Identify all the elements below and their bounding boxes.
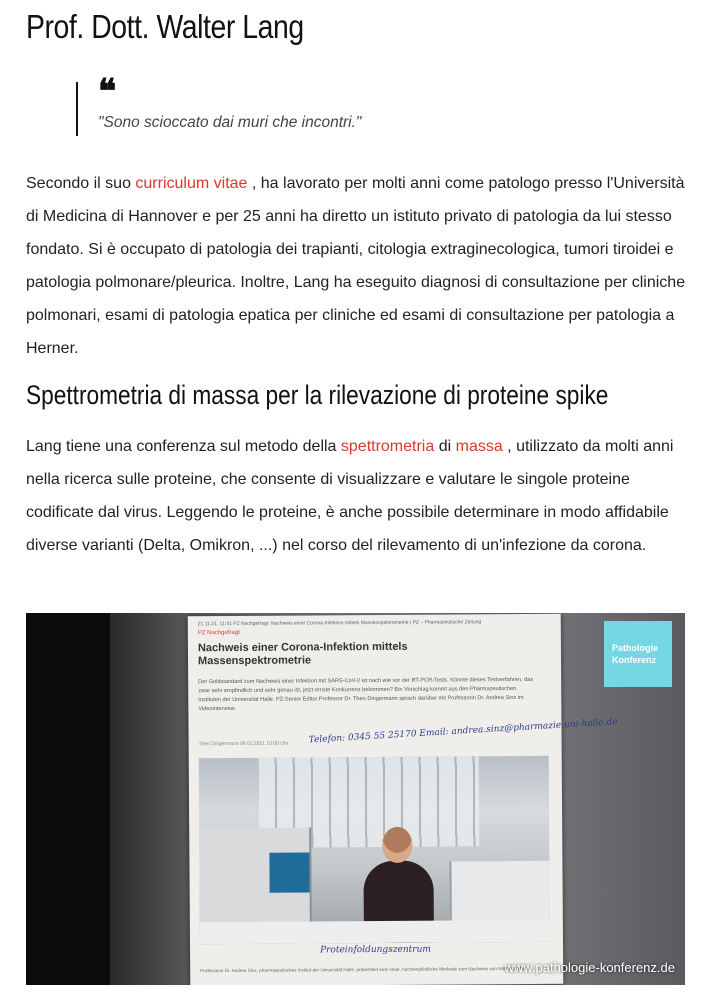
video-embed[interactable] <box>26 613 685 985</box>
paper-lead: Der Goldstandard zum Nachweis einer Infektion mit SARS-CoV-2 ist nach wie vor der RT-PCR-Tests. Könnte dieses Testverfahren, das zwar sehr empfindlich und sehr genau ist, jetzt ernste Konkurrenz bekommen? Ein Vorschlag kommt aus den Pharmazeutischen Instituten der Universität Halle. PZ-Senior Editor Professor Dr. Theo Dingermann sprach darüber mit Professorin Dr. Andrea Sinz im Videointerview. <box>198 676 534 713</box>
logo-line: Pathologie <box>612 643 659 653</box>
lab-instrument-panel <box>269 852 309 892</box>
paper-footer: Professorin Dr. Andrea Sinz, pharmazeutisches Institut der Universität Halle, präsentiert eine neue, hochempfindliche Methode zum Nachweis von SARS-CoV-2. <box>200 965 527 974</box>
quote-icon: ❝ <box>98 72 117 112</box>
logo-line: Konferenz <box>612 655 657 665</box>
curriculum-vitae-link[interactable]: curriculum vitae <box>135 175 248 192</box>
paper-meta: Theo Dingermann 09.01.2021 10:00 Uhr <box>198 740 289 748</box>
paper-headline: Nachweis einer Corona-Infektion mittels Massenspektrometrie <box>197 640 408 668</box>
paragraph-text: Lang tiene una conferenza sul metodo della <box>26 438 341 455</box>
person-head <box>382 827 412 863</box>
video-watermark: www.pathologie-konferenz.de <box>504 960 675 975</box>
paragraph-text: di <box>434 438 456 455</box>
paragraph-text: Secondo il suo <box>26 175 136 192</box>
conference-logo <box>604 621 672 687</box>
paragraph-text: , ha lavorato per molti anni come patologo presso l'Università di Medicina di Hannover e per 25 anni ha diretto un istituto privato di patologia da lui stesso fondato. Si è occupato di patologia dei trapianti, citologia extraginecologica, tumori tiroidei e patologia polmonare/pleurica. Inoltre, Lang ha eseguito diagnosi di consultazione per cliniche polmonari, esami di patologia epatica per cliniche ed esami di consultazione per patologia a Herner. <box>26 175 686 357</box>
blockquote <box>76 72 658 136</box>
paper-section: PZ Nachgefragt <box>197 629 240 637</box>
paper-header: 21.11.21, 11:41 PZ Nachgefragt: Nachweis einer Corona-Infektion mittels Massenspektrometrie | PZ – Pharmazeutische Zeitung <box>197 619 482 628</box>
spettrometria-link[interactable]: spettrometria <box>340 438 435 455</box>
paragraph-text: , utilizzato da molti anni nella ricerca sulle proteine, che consente di visualizzare e valutare le singole proteine codificate dal virus. Leggendo le proteine, è anche possibile determinare in modo affidabile diverse varianti (Delta, Omikron, ...) nel corso del rilevamento di un'infezione da corona. <box>26 438 674 554</box>
method-paragraph <box>26 430 686 562</box>
handwritten-caption: Proteinfoldungszentrum <box>320 944 431 956</box>
lab-bench <box>200 920 550 944</box>
biography-paragraph <box>26 167 686 365</box>
section-heading: Spettrometria di massa per la rilevazione di proteine spike <box>26 380 609 410</box>
quote-text: "Sono scioccato dai muri che incontri." <box>98 114 362 131</box>
handwritten-note: Telefon: 0345 55 25170 Email: andrea.sinz@pharmazie.uni-halle.de <box>308 717 618 746</box>
lab-photo <box>199 756 550 944</box>
massa-link[interactable]: massa <box>455 438 503 455</box>
page-title: Prof. Dott. Walter Lang <box>26 8 304 45</box>
